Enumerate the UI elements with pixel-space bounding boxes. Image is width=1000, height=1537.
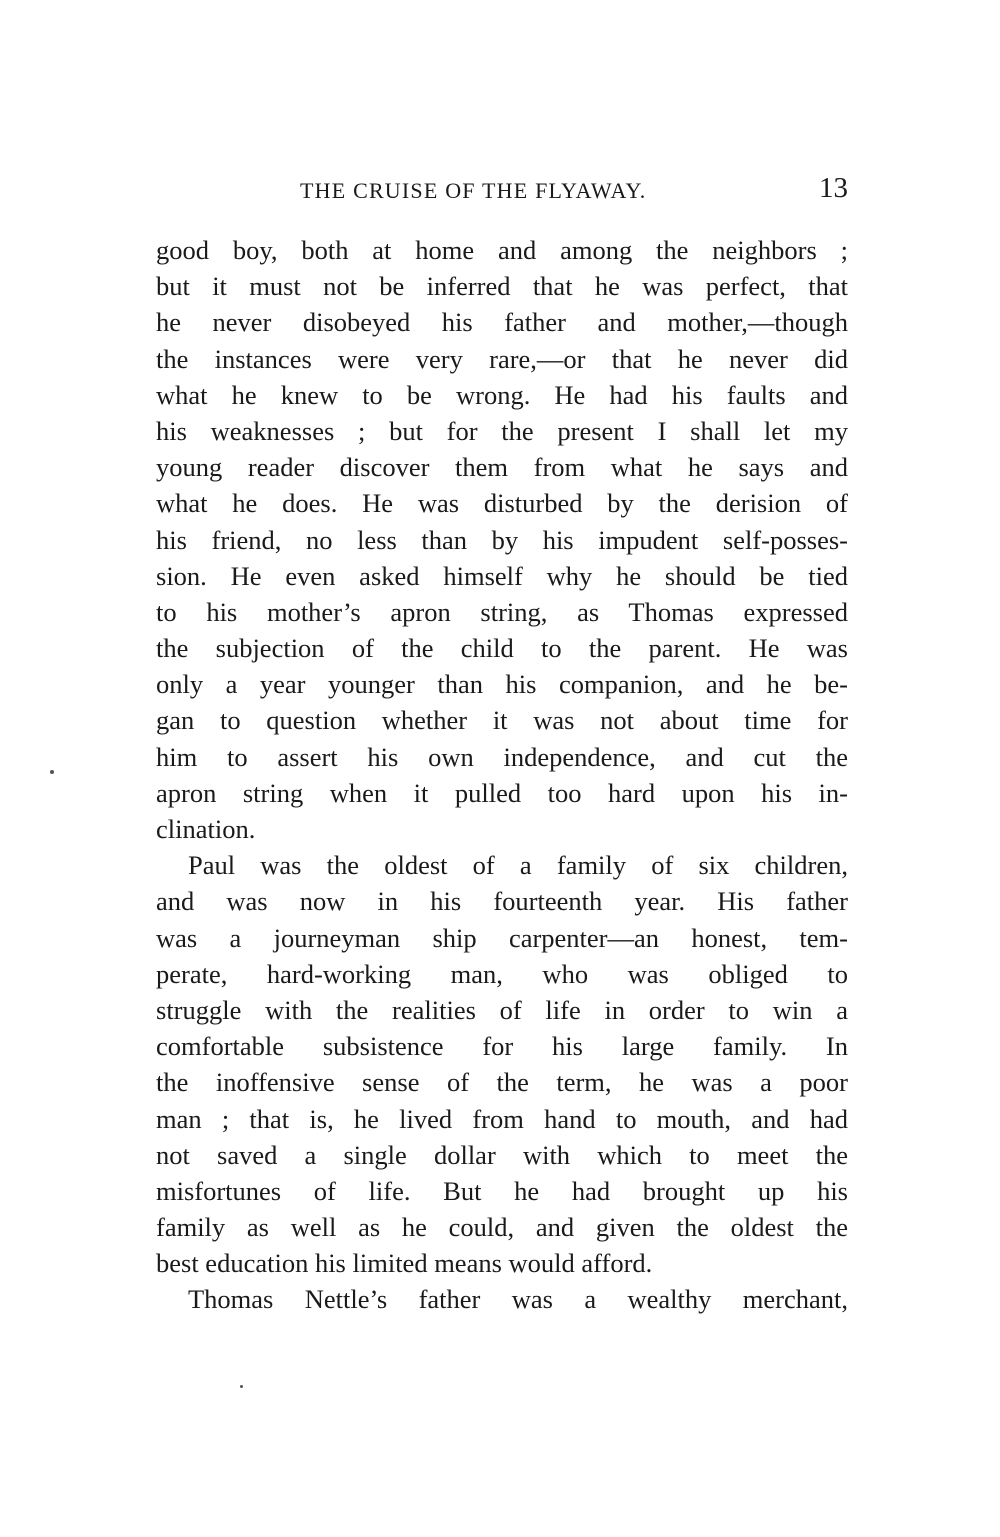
text-line: misfortunes of life. But he had brought up his xyxy=(156,1175,848,1206)
text-line: and was now in his fourteenth year. His father xyxy=(156,886,848,917)
paragraph-1 xyxy=(156,232,848,847)
text-line: sion. He even asked himself why he should be tied xyxy=(156,560,848,591)
print-speck xyxy=(240,1385,243,1388)
text-line: clination. xyxy=(156,814,256,844)
print-speck xyxy=(50,770,54,774)
text-line: man ; that is, he lived from hand to mouth, and had xyxy=(156,1103,848,1134)
text-line: the instances were very rare,—or that he never did xyxy=(156,343,848,374)
text-line: was a journeyman ship carpenter—an honest, tem- xyxy=(156,922,848,953)
text-line: good boy, both at home and among the neighbors ; xyxy=(156,235,848,265)
running-title: THE CRUISE OF THE FLYAWAY. xyxy=(300,178,647,203)
text-line: he never disobeyed his father and mother,—though xyxy=(156,307,848,338)
paragraph-3 xyxy=(156,1281,848,1317)
text-line: his friend, no less than by his impudent self-posses- xyxy=(156,524,848,555)
text-line: perate, hard-working man, who was obliged to xyxy=(156,958,848,989)
text-line: only a year younger than his companion, and he be- xyxy=(156,669,848,700)
text-line: not saved a single dollar with which to meet the xyxy=(156,1139,848,1170)
text-line: family as well as he could, and given the oldest the xyxy=(156,1212,848,1243)
text-line: the subjection of the child to the parent. He was xyxy=(156,633,848,664)
text-line: what he does. He was disturbed by the derision of xyxy=(156,488,848,519)
text-line: his weaknesses ; but for the present I shall let my xyxy=(156,415,848,446)
body-text xyxy=(156,232,848,1318)
text-line: but it must not be inferred that he was perfect, that xyxy=(156,271,848,302)
text-line: gan to question whether it was not about time for xyxy=(156,705,848,736)
text-line: what he knew to be wrong. He had his faults and xyxy=(156,379,848,410)
text-line: struggle with the realities of life in order to win a xyxy=(156,994,848,1025)
text-line: to his mother’s apron string, as Thomas expressed xyxy=(156,596,848,627)
text-line: apron string when it pulled too hard upon his in- xyxy=(156,777,848,808)
text-line: young reader discover them from what he says and xyxy=(156,452,848,483)
running-head xyxy=(158,172,848,212)
text-line: comfortable subsistence for his large family. In xyxy=(156,1031,848,1062)
paragraph-2 xyxy=(156,847,848,1281)
text-line: the inoffensive sense of the term, he was a poor xyxy=(156,1067,848,1098)
text-line: Thomas Nettle’s father was a wealthy merchant, xyxy=(188,1284,848,1315)
text-line: Paul was the oldest of a family of six children, xyxy=(188,850,848,881)
page-number: 13 xyxy=(819,172,848,204)
text-line: best education his limited means would afford. xyxy=(156,1248,653,1279)
text-line: him to assert his own independence, and cut the xyxy=(156,741,848,772)
